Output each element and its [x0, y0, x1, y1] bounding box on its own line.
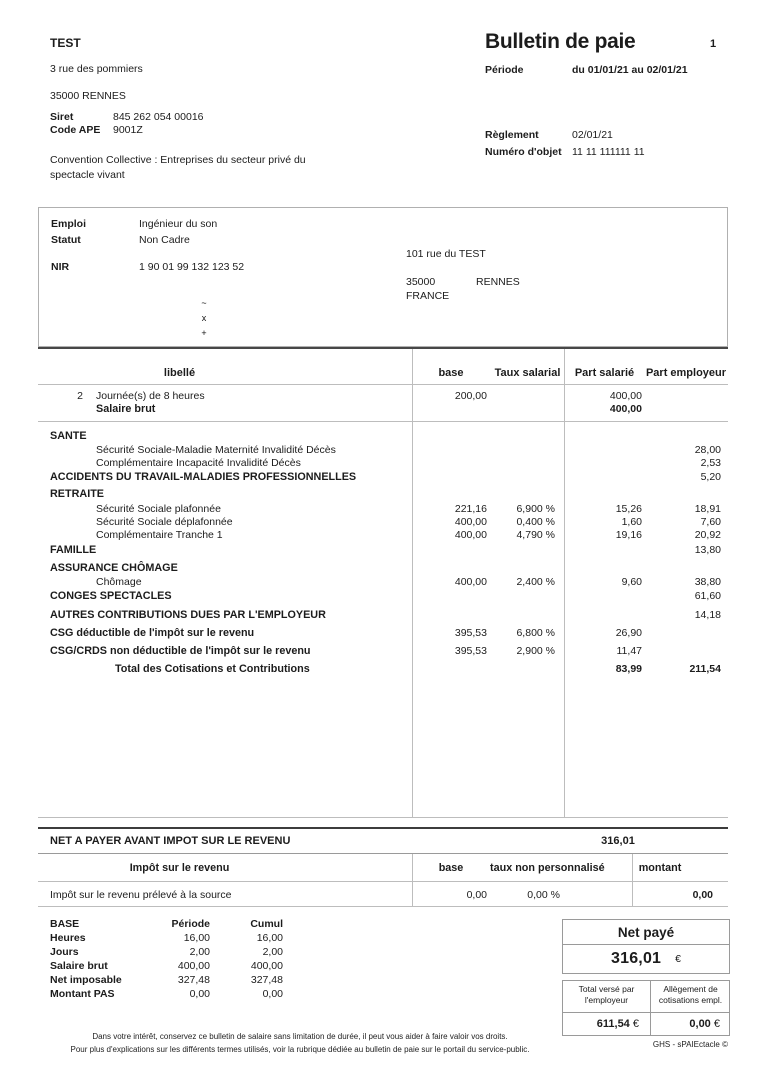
object-number-row	[485, 146, 645, 158]
base-row-periode: 327,48	[177, 974, 210, 986]
row-label: AUTRES CONTRIBUTIONS DUES PAR L'EMPLOYEUR	[50, 609, 326, 621]
row-libelle	[38, 390, 412, 403]
row-libelle	[38, 576, 412, 589]
row-part-salarie: 83,99	[615, 663, 642, 675]
row-libelle	[38, 544, 412, 557]
net-paid-title: Net payé	[563, 920, 729, 945]
row-base	[412, 444, 490, 457]
table-row	[38, 444, 728, 457]
row-part-salarie	[565, 590, 644, 603]
base-row-periode: 400,00	[177, 960, 210, 972]
base-row-cumul: 16,00	[256, 932, 283, 944]
row-base	[412, 430, 490, 443]
row-label: CSG/CRDS non déductible de l'impôt sur le revenu	[50, 645, 311, 657]
row-part-employeur	[644, 390, 728, 403]
row-base	[412, 663, 490, 676]
row-part-employeur: 20,92	[694, 529, 721, 541]
base-row-cumul: 327,48	[250, 974, 283, 986]
status-row	[51, 234, 190, 246]
row-label: Complémentaire Tranche 1	[96, 529, 223, 541]
tax-row-label: Impôt sur le revenu prélevé à la source	[50, 888, 232, 901]
table-header	[38, 349, 728, 385]
table-row	[38, 430, 728, 443]
table-body	[38, 422, 728, 676]
print-alignment-marks	[197, 296, 211, 341]
row-base: 395,53	[454, 627, 487, 639]
row-part-salarie	[565, 488, 644, 501]
print-mark-glyph: x	[201, 313, 207, 323]
relief-label: Allègement de cotisations empl.	[658, 984, 723, 1005]
base-table-row	[50, 987, 283, 1001]
row-base	[412, 488, 490, 501]
ape-value: 9001Z	[113, 124, 143, 136]
row-taux	[490, 390, 565, 403]
tax-row-montant: 0,00	[692, 888, 713, 901]
row-part-salarie	[565, 471, 644, 484]
row-label: Journée(s) de 8 heures	[96, 390, 205, 402]
job-value: Ingénieur du son	[139, 218, 218, 230]
base-table-row	[50, 931, 283, 945]
row-base	[412, 562, 490, 575]
row-base: 400,00	[454, 529, 487, 541]
employer-address: 3 rue des pommiers	[50, 63, 143, 75]
header-part-salarie: Part salarié	[574, 367, 635, 379]
row-taux: 2,400 %	[516, 576, 555, 588]
net-paid-amount: 316,01	[611, 950, 662, 967]
row-base	[412, 544, 490, 557]
row-taux: 6,800 %	[516, 627, 555, 639]
tax-row-base: 0,00	[466, 888, 487, 901]
row-part-salarie: 11,47	[616, 645, 642, 657]
object-number-value: 11 11 111111 11	[572, 146, 645, 158]
ape-label: Code APE	[50, 124, 101, 136]
row-taux	[490, 444, 565, 457]
relief-value	[651, 1018, 720, 1030]
base-row-cumul: 400,00	[250, 960, 283, 972]
row-label: Total des Cotisations et Contributions	[115, 663, 310, 675]
row-part-salarie: 1,60	[621, 516, 642, 528]
column-divider	[632, 854, 633, 906]
row-libelle	[38, 471, 412, 484]
row-quantity: 2	[77, 390, 83, 402]
employer-ape-row	[50, 124, 143, 136]
income-tax-table	[38, 853, 728, 907]
row-part-employeur: 2,53	[700, 457, 721, 469]
employer-name: TEST	[50, 36, 81, 50]
base-table-row	[50, 973, 283, 987]
table-row	[38, 609, 728, 622]
row-part-employeur: 38,80	[694, 576, 721, 588]
base-table-body	[50, 931, 283, 1001]
row-taux	[490, 544, 565, 557]
row-label: Sécurité Sociale plafonnée	[96, 503, 221, 515]
row-part-salarie: 26,90	[615, 627, 642, 639]
row-taux	[490, 590, 565, 603]
employer-totals-box	[562, 980, 730, 1036]
table-row	[38, 403, 728, 416]
contributions-table	[38, 347, 728, 818]
row-part-employeur: 13,80	[694, 544, 721, 556]
row-base: 221,16	[454, 503, 487, 515]
base-row-cumul: 0,00	[262, 988, 283, 1000]
row-taux	[490, 609, 565, 622]
employee-postal-code: 35000	[406, 276, 436, 288]
status-value: Non Cadre	[139, 234, 190, 246]
relief-amount: 0,00	[689, 1018, 711, 1030]
period-row	[485, 64, 688, 76]
row-part-employeur	[644, 645, 728, 658]
base-row-label: Heures	[50, 932, 86, 944]
row-part-salarie: 19,16	[615, 529, 642, 541]
row-part-salarie: 15,26	[615, 503, 642, 515]
row-libelle	[38, 488, 412, 501]
tax-header-libelle: Impôt sur le revenu	[129, 861, 230, 874]
print-mark-glyph: ~	[201, 298, 207, 308]
row-taux	[490, 663, 565, 676]
header-taux-salarial: Taux salarial	[494, 367, 561, 379]
row-base	[412, 590, 490, 603]
footer-line1: Dans votre intérêt, conservez ce bulletin de salaire sans limitation de durée, il peut vous aider à faire valoir vos droits.	[92, 1032, 508, 1041]
row-part-employeur: 7,60	[700, 516, 721, 528]
footer-line2: Pour plus d'explications sur les différents termes utilisés, voir la rubrique dédiée au bulletin de paie sur le portail du service-public.	[70, 1045, 530, 1054]
row-part-salarie	[565, 609, 644, 622]
base-header-label: BASE	[50, 918, 80, 930]
table-row	[38, 471, 728, 484]
table-row	[38, 457, 728, 470]
row-base: 400,00	[454, 576, 487, 588]
object-number-label: Numéro d'objet	[485, 146, 562, 158]
base-row-periode: 0,00	[189, 988, 210, 1000]
base-summary-table	[50, 917, 283, 1001]
base-table-row	[50, 945, 283, 959]
row-part-employeur: 211,54	[689, 663, 721, 675]
employee-city: RENNES	[476, 276, 520, 288]
row-label: ASSURANCE CHÔMAGE	[50, 562, 178, 574]
row-part-salarie: 9,60	[621, 576, 642, 588]
nir-value: 1 90 01 99 132 123 52	[139, 261, 245, 273]
row-part-employeur	[644, 403, 728, 416]
row-part-salarie	[565, 544, 644, 557]
row-part-employeur	[644, 562, 728, 575]
row-libelle	[38, 529, 412, 542]
base-table-row	[50, 959, 283, 973]
net-paid-value-row	[563, 945, 729, 973]
tax-row-taux: 0,00 %	[527, 888, 560, 901]
row-label: ACCIDENTS DU TRAVAIL-MALADIES PROFESSIONNELLES	[50, 471, 357, 483]
row-label: CONGES SPECTACLES	[50, 590, 172, 602]
document-header	[485, 30, 728, 158]
period-label: Période	[485, 64, 524, 76]
row-base: 395,53	[454, 645, 487, 657]
column-divider	[564, 349, 565, 817]
header-base: base	[438, 367, 464, 379]
row-taux: 2,900 %	[516, 645, 555, 657]
row-part-employeur: 5,20	[700, 471, 721, 483]
row-taux	[490, 562, 565, 575]
euro-sign: €	[632, 1018, 639, 1030]
table-row	[38, 576, 728, 589]
table-row	[38, 544, 728, 557]
row-label: CSG déductible de l'impôt sur le revenu	[50, 627, 255, 639]
row-base	[412, 403, 490, 416]
row-part-employeur: 14,18	[694, 609, 721, 621]
employer-city: 35000 RENNES	[50, 90, 126, 102]
table-row	[38, 390, 728, 403]
tax-header-taux: taux non personnalisé	[490, 861, 605, 874]
row-base	[412, 457, 490, 470]
collective-agreement: Convention Collective : Entreprises du secteur privé du spectacle vivant	[50, 154, 306, 181]
row-taux	[490, 430, 565, 443]
row-taux: 6,900 %	[516, 503, 555, 515]
gross-salary-block	[38, 385, 728, 422]
payment-date-value: 02/01/21	[572, 129, 613, 141]
row-taux	[490, 488, 565, 501]
siret-label: Siret	[50, 111, 74, 123]
header-part-employeur: Part employeur	[645, 367, 727, 379]
row-part-salarie	[565, 444, 644, 457]
job-row	[51, 218, 217, 230]
table-row	[38, 488, 728, 501]
employee-country: FRANCE	[406, 290, 450, 302]
row-libelle	[38, 516, 412, 529]
row-label: SANTE	[50, 430, 87, 442]
status-label: Statut	[51, 234, 81, 246]
base-row-cumul: 2,00	[262, 946, 283, 958]
row-base	[412, 471, 490, 484]
row-label: Complémentaire Incapacité Invalidité Décès	[96, 457, 301, 469]
net-before-tax-row	[38, 827, 728, 853]
row-part-employeur	[644, 627, 728, 640]
table-row	[38, 590, 728, 603]
net-paid-box	[562, 919, 730, 974]
row-libelle	[38, 503, 412, 516]
table-row	[38, 503, 728, 516]
row-taux: 4,790 %	[516, 529, 555, 541]
tax-header-montant: montant	[638, 861, 682, 874]
column-divider	[412, 349, 413, 817]
header-libelle: libellé	[163, 367, 196, 379]
table-row	[38, 627, 728, 640]
employee-box	[38, 207, 728, 347]
row-taux	[490, 457, 565, 470]
nir-label: NIR	[51, 261, 70, 273]
row-libelle	[38, 430, 412, 443]
row-part-employeur: 18,91	[694, 503, 721, 515]
row-libelle	[38, 562, 412, 575]
row-taux: 0,400 %	[516, 516, 555, 528]
software-credit: GHS - sPAIEctacle ©	[652, 1040, 728, 1049]
base-row-label: Montant PAS	[50, 988, 115, 1000]
payment-date-row	[485, 129, 613, 141]
row-part-salarie	[565, 430, 644, 443]
table-row	[38, 663, 728, 676]
row-part-salarie	[565, 457, 644, 470]
row-libelle	[38, 627, 412, 640]
tax-header-base: base	[438, 861, 464, 874]
payment-date-label: Règlement	[485, 129, 539, 141]
table-row	[38, 645, 728, 658]
row-part-employeur	[644, 488, 728, 501]
row-base: 400,00	[454, 516, 487, 528]
row-libelle	[38, 457, 412, 470]
row-label: Sécurité Sociale déplafonnée	[96, 516, 233, 528]
legal-footer	[40, 1030, 560, 1056]
row-label: Salaire brut	[96, 403, 156, 415]
base-header-periode: Période	[171, 918, 210, 930]
row-part-salarie: 400,00	[609, 403, 642, 415]
income-tax-header	[38, 854, 728, 882]
employer-total-label: Total versé par l'employeur	[578, 984, 635, 1005]
euro-sign: €	[713, 1018, 720, 1030]
row-libelle	[38, 590, 412, 603]
row-label: Chômage	[96, 576, 142, 588]
page-title: Bulletin de paie	[485, 30, 636, 53]
period-value: du 01/01/21 au 02/01/21	[572, 64, 688, 76]
row-part-salarie: 400,00	[609, 390, 642, 402]
siret-value: 845 262 054 00016	[113, 111, 204, 123]
nir-row	[51, 261, 244, 273]
row-label: FAMILLE	[50, 544, 97, 556]
table-row	[38, 516, 728, 529]
row-libelle	[38, 444, 412, 457]
base-row-periode: 2,00	[189, 946, 210, 958]
row-part-salarie	[565, 562, 644, 575]
row-divider	[563, 1012, 729, 1013]
table-row	[38, 529, 728, 542]
net-before-tax-value: 316,01	[601, 835, 635, 847]
row-libelle	[38, 663, 412, 676]
base-row-label: Jours	[50, 946, 79, 958]
employer-total-value	[563, 1018, 639, 1030]
row-label: RETRAITE	[50, 488, 104, 500]
base-row-label: Salaire brut	[50, 960, 108, 972]
row-libelle	[38, 403, 412, 416]
job-label: Emploi	[51, 218, 87, 230]
euro-sign: €	[675, 953, 681, 965]
base-header-cumul: Cumul	[250, 918, 283, 930]
column-divider	[412, 854, 413, 906]
row-libelle	[38, 609, 412, 622]
page-number: 1	[710, 38, 717, 50]
print-mark-glyph: +	[201, 328, 207, 338]
base-row-label: Net imposable	[50, 974, 122, 986]
row-taux	[490, 471, 565, 484]
employee-address: 101 rue du TEST	[406, 248, 486, 260]
row-part-employeur: 28,00	[694, 444, 721, 456]
row-base: 200,00	[454, 390, 487, 402]
employer-block	[50, 36, 370, 181]
base-row-periode: 16,00	[183, 932, 210, 944]
table-row	[38, 562, 728, 575]
row-taux	[490, 403, 565, 416]
employer-siret-row	[50, 111, 204, 123]
row-libelle	[38, 645, 412, 658]
row-label: Sécurité Sociale-Maladie Maternité Invalidité Décès	[96, 444, 336, 456]
row-part-employeur	[644, 430, 728, 443]
row-part-employeur: 61,60	[694, 590, 721, 602]
net-before-tax-label: NET A PAYER AVANT IMPOT SUR LE REVENU	[50, 835, 291, 847]
base-table-header	[50, 917, 283, 931]
income-tax-row	[38, 882, 728, 907]
row-base	[412, 609, 490, 622]
employer-total-amount: 611,54	[596, 1018, 630, 1030]
